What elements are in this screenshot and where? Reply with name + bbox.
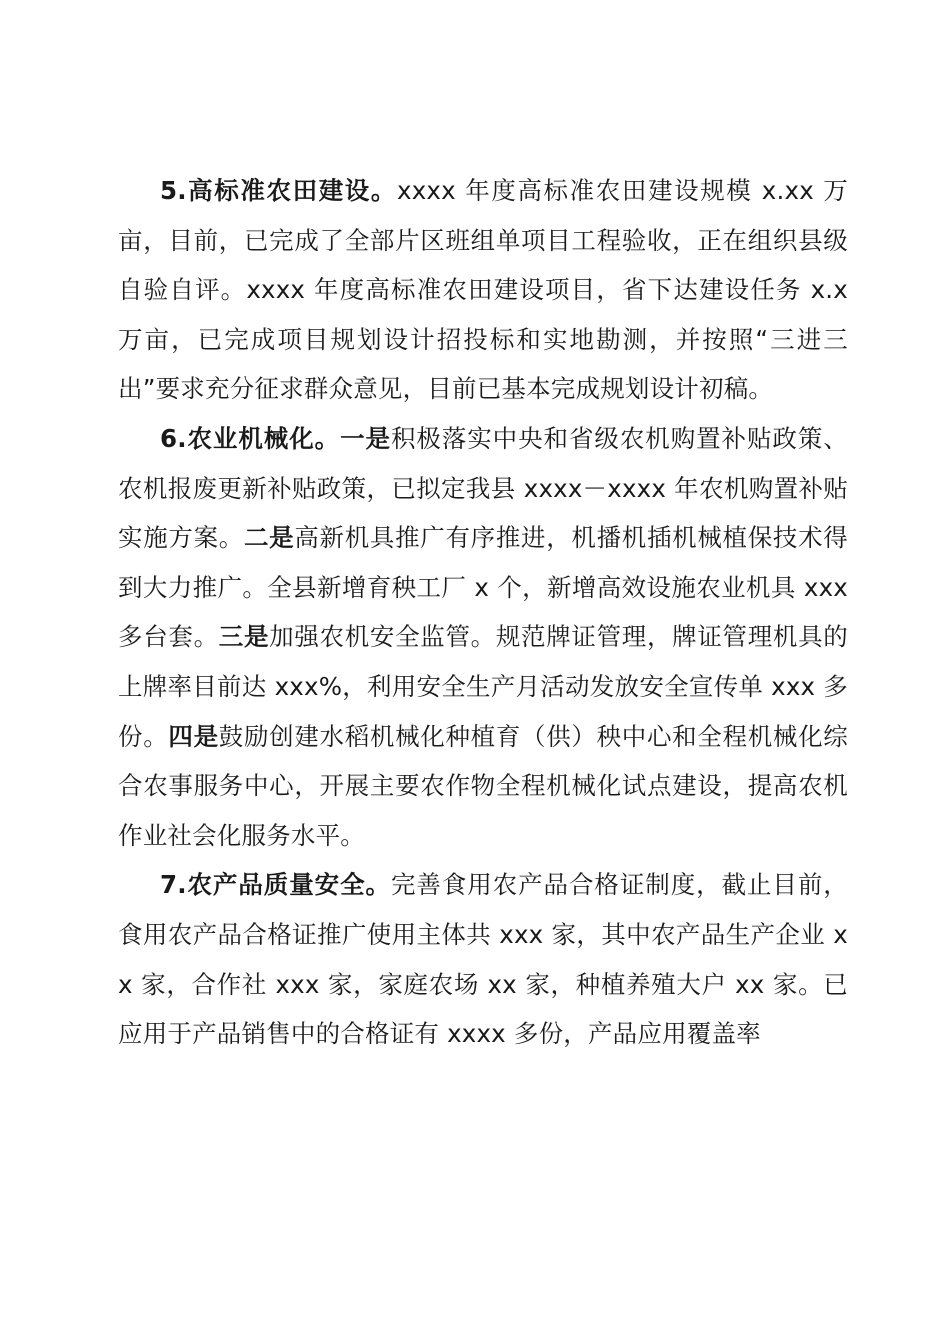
text-farmland: xxxx 年度高标准农田建设规模 x.xx 万亩，目前，已完成了全部片区班组单项目工程验收，正在组织县级自验自评。xxxx 年度高标准农田建设项目，省下达建设任务 x.x 万亩，已完成项目规划设计招投标和实地勘测，并按照“三进三出”要求充分征求群众意见，目前已基本完成规划设计初稿。 [118,176,848,404]
heading-mechanization: 6.农业机械化。 [160,423,341,453]
text-fourth: 鼓励创建水稻机械化种植育（供）秧中心和全程机械化综合农事服务中心，开展主要农作物全程机械化试点建设，提高农机作业社会化服务水平。 [118,721,849,850]
paragraph-mechanization [118,414,848,860]
text-quality-safety: 完善食用农产品合格证制度，截止目前，食用农产品合格证推广使用主体共 xxx 家，其中农产品生产企业 xx 家，合作社 xxx 家，家庭农场 xx 家，种植养殖大户 xx 家。已应用于产品销售中的合格证有 xxxx 多份，产品应用覆盖率 [118,870,848,1049]
label-fourth: 四是 [168,721,219,751]
heading-farmland: 5.高标准农田建设。 [160,176,398,205]
paragraph-quality-safety [118,860,848,1058]
document-page [118,166,848,1059]
text-first: 积极落实中央和省级农机购置补贴政策、农机报废更新补贴政策，已拟定我县 xxxx－xxxx 年农机购置补贴实施方案。 [118,423,848,553]
label-first: 一是 [340,423,391,453]
label-third: 三是 [218,622,270,652]
paragraph-farmland [118,166,848,414]
text-second: 高新机具推广有序推进，机播机插机械植保技术得到大力推广。全县新增育秧工厂 x 个，新增高效设施农业机具 xxx 多台套。 [118,523,849,652]
heading-quality-safety: 7.农产品质量安全。 [160,870,391,900]
label-second: 二是 [243,523,295,553]
text-third: 加强农机安全监管。规范牌证管理，牌证管理机具的上牌率目前达 xxx%，利用安全生产月活动发放安全宣传单 xxx 多份。 [118,622,848,751]
